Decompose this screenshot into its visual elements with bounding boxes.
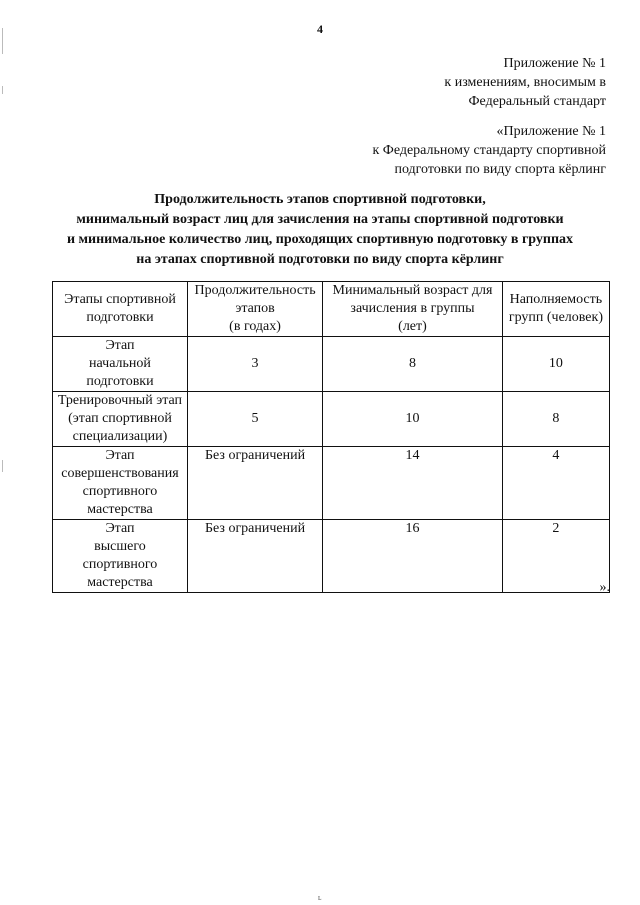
annex-header-line: к изменениям, вносимым в (444, 75, 606, 90)
group-size-cell: 2 (502, 520, 609, 593)
min-age-cell: 8 (323, 337, 503, 392)
stage-text: Тренировочный этап (57, 393, 183, 408)
header-stages (53, 282, 188, 337)
title-line: на этапах спортивной подготовки по виду спорта кёрлинг (136, 252, 504, 267)
stage-text: спортивного (82, 484, 158, 499)
stage-cell (53, 447, 188, 520)
page-number: 4 (317, 22, 323, 36)
header-text: (лет) (398, 319, 427, 334)
header-text: групп (человек) (508, 310, 603, 325)
annex-header-line: Приложение № 1 (503, 56, 606, 71)
stage-cell (53, 520, 188, 593)
stage-cell (53, 392, 188, 447)
header-text: Этапы спортивной (64, 292, 176, 307)
stage-text: Этап (105, 448, 135, 463)
stage-text: Этап (105, 521, 135, 536)
annex-header-line: Федеральный стандарт (468, 94, 606, 109)
stage-text: подготовки (86, 374, 154, 389)
header-text: (в годах) (229, 319, 281, 334)
table-row (53, 392, 610, 447)
header-text: этапов (235, 301, 275, 316)
annex-reference-line: к Федеральному стандарту спортивной (372, 143, 606, 158)
table-row (53, 447, 610, 520)
title-line: Продолжительность этапов спортивной подготовки, (154, 192, 486, 207)
title-line: и минимальное количество лиц, проходящих спортивную подготовку в группах (66, 232, 574, 247)
stage-text: (этап спортивной (68, 411, 172, 426)
annex-header (444, 54, 606, 111)
min-age-cell: 14 (323, 447, 503, 520)
header-min-age (323, 282, 503, 337)
table-header-row (53, 282, 610, 337)
stage-cell (53, 337, 188, 392)
stage-text: совершенствования (61, 466, 179, 481)
stage-text: начальной (89, 356, 151, 371)
annex-reference-line: «Приложение № 1 (496, 124, 606, 139)
group-size-cell: 4 (502, 447, 609, 520)
closing-quote: ». (599, 580, 610, 595)
stage-text: спортивного (82, 557, 158, 572)
header-text: Минимальный возраст для (332, 283, 493, 298)
annex-reference-line: подготовки по виду спорта кёрлинг (394, 162, 606, 177)
duration-cell: 5 (187, 392, 322, 447)
title-line: минимальный возраст лиц для зачисления на этапы спортивной подготовки (76, 212, 564, 227)
header-text: Продолжительность (194, 283, 316, 298)
stage-text: Этап (105, 338, 135, 353)
min-age-cell: 16 (323, 520, 503, 593)
duration-cell: Без ограничений (187, 447, 322, 520)
header-text: зачисления в группы (350, 301, 475, 316)
scan-edge-mark (2, 460, 3, 472)
annex-reference (372, 122, 606, 179)
table-row (53, 337, 610, 392)
stage-text: мастерства (87, 502, 153, 517)
duration-cell: 3 (187, 337, 322, 392)
document-title (0, 190, 640, 270)
table-row (53, 520, 610, 593)
header-text: Наполняемость (509, 292, 603, 307)
header-duration (187, 282, 322, 337)
header-text: подготовки (86, 310, 154, 325)
min-age-cell: 10 (323, 392, 503, 447)
stages-table (52, 281, 610, 593)
stage-text: специализации) (72, 429, 168, 444)
group-size-cell: 10 (502, 337, 609, 392)
stage-text: мастерства (87, 575, 153, 590)
scan-edge-mark (2, 86, 3, 94)
header-group-size (502, 282, 609, 337)
footer-mark: ʟ (318, 893, 322, 902)
stage-text: высшего (94, 539, 146, 554)
duration-cell: Без ограничений (187, 520, 322, 593)
group-size-cell: 8 (502, 392, 609, 447)
